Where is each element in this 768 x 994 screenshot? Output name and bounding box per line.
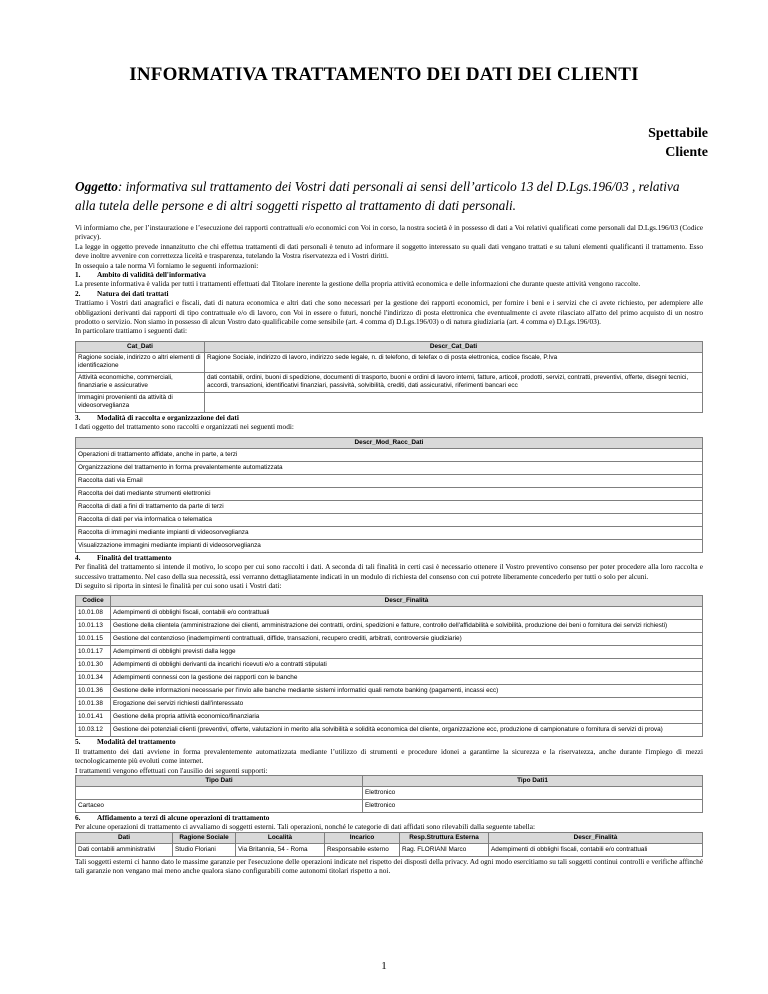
table-row <box>76 461 703 474</box>
table-row <box>76 659 703 672</box>
table-cell: 10.01.38 <box>76 698 111 711</box>
table-cell: 10.01.15 <box>76 633 111 646</box>
table-cell: Erogazione dei servizi richiesti dall'interessato <box>111 698 703 711</box>
section-6-text: Per alcune operazioni di trattamento ci avvaliamo di soggetti esterni. Tali operazioni, nonché le categorie di dati affidati sono rilevabili dalla seguente tabella: <box>75 822 535 832</box>
section-2-text: Trattiamo i Vostri dati anagrafici e fiscali, dati di natura economica e altri dati che sono necessari per la gestione dei rapporti economici, per fornire i beni e i servizi che ci avete richiesto, per adempiere alle obbligazioni derivanti dai rapporti di tipo contrattuale e/o di lavoro, con Voi in essere o futuri, nonché l'indirizzo di posta elettronica che eventualmente ci avete rilasciato all'atto del primo acquisto di un nostro prodotto o servizio. Non siamo in possesso di alcun Vostro dato qualificabile come sensibile (art. 4 comma d) D.Lgs.196/03) o di natura giudiziaria (art. 4 comma e) D.Lgs.196/03). <box>75 298 703 327</box>
table-row <box>76 607 703 620</box>
table-cell: Adempimenti di obblighi fiscali, contabili e/o contrattuali <box>111 607 703 620</box>
section-1-text: La presente informativa è valida per tutti i trattamenti effettuati dal Titolare inerente la gestione della propria attività economica e delle informazioni che durante queste attività vengono raccolte. <box>75 279 641 289</box>
column-header: Incarico <box>325 832 400 843</box>
table-cell: Visualizzazione immagini mediante impianti di videosorveglianza <box>76 539 703 552</box>
section-3-text: I dati oggetto del trattamento sono raccolti e organizzati nei seguenti modi: <box>75 422 294 432</box>
table-cell: Gestione dei potenziali clienti (preventivi, offerte, valutazioni in merito alla solvibilità e solidità economica del cliente, organizzazione ecc, produzione di campionature o fornitura di servizi di prova) <box>111 724 703 737</box>
table-cell: 10.03.12 <box>76 724 111 737</box>
section-4-text: Per finalità del trattamento si intende il motivo, lo scopo per cui sono raccolti i dati. A seconda di tali finalità in certi casi è necessario ottenere il Vostro preventivo consenso per poter procedere alla loro raccolta e successivo trattamento. Nel caso della sua necessità, essi verranno dettagliatamente indicati in un modulo di richiesta del consenso con cui potrete liberamente concederlo per tutti o solo per alcuni. <box>75 562 703 581</box>
table-cell: Ragione sociale, indirizzo o altri elementi di identificazione <box>76 352 205 372</box>
section-number: 1. <box>75 270 81 280</box>
table-row <box>76 799 703 812</box>
table-row <box>76 526 703 539</box>
recipient-line-2: Cliente <box>665 145 708 160</box>
table-row <box>76 352 703 372</box>
table-cell: Raccolta dati via Email <box>76 474 703 487</box>
table-cell: Raccolta di dati per via informatica o telematica <box>76 513 703 526</box>
table-cell: Elettronico <box>363 786 703 799</box>
document-body <box>75 223 703 876</box>
column-header: Località <box>236 832 325 843</box>
section-3-heading <box>75 413 703 422</box>
table-row <box>76 672 703 685</box>
table-cell: Organizzazione del trattamento in forma prevalentemente automatizzata <box>76 461 703 474</box>
column-header: Descr_Mod_Racc_Dati <box>76 437 703 448</box>
section-1-heading <box>75 270 703 279</box>
table-cell: Gestione della propria attività economico/finanziaria <box>111 711 703 724</box>
column-header: Descr_Finalità <box>111 596 703 607</box>
table-cell: 10.01.30 <box>76 659 111 672</box>
section-5-text-2: I trattamenti vengono effettuati con l'ausilio dei seguenti supporti: <box>75 765 268 775</box>
table-header-row <box>76 341 703 352</box>
table-row <box>76 646 703 659</box>
table-row <box>76 786 703 799</box>
subject-text: : informativa sul trattamento dei Vostri dati personali ai sensi dell’articolo 13 del D.Lgs.196/03 , relativa alla tutela delle persone e di altri soggetti rispetto al trattamento di dati personali. <box>75 179 680 213</box>
table-header-row <box>76 775 703 786</box>
table-cell: 10.01.17 <box>76 646 111 659</box>
section-title: Natura dei dati trattati <box>97 288 169 298</box>
section-6-heading <box>75 813 703 822</box>
table-cell: Via Britannia, 54 - Roma <box>236 843 325 856</box>
table-row <box>76 698 703 711</box>
section-number: 3. <box>75 412 81 422</box>
section-5-heading <box>75 737 703 746</box>
table-cell: 10.01.36 <box>76 685 111 698</box>
table-row <box>76 843 703 856</box>
column-header: Ragione Sociale <box>173 832 236 843</box>
table-row <box>76 448 703 461</box>
table-row <box>76 487 703 500</box>
subject <box>75 177 703 215</box>
table-row <box>76 474 703 487</box>
table-cell: Raccolta di immagini mediante impianti di videosorveglianza <box>76 526 703 539</box>
supports-table <box>75 775 703 813</box>
section-title: Ambito di validità dell'informativa <box>97 270 206 280</box>
table-cell: Adempimenti di obblighi fiscali, contabili e/o contrattuali <box>489 843 703 856</box>
section-title: Modalità di raccolta e organizzazione dei dati <box>97 412 239 422</box>
table-cell: Raccolta di dati a fini di trattamento da parte di terzi <box>76 500 703 513</box>
column-header: Tipo Dati <box>76 775 363 786</box>
table-cell: Studio Floriani <box>173 843 236 856</box>
column-header: Resp.Struttura Esterna <box>400 832 489 843</box>
section-number: 6. <box>75 812 81 822</box>
third-parties-table <box>75 832 703 857</box>
section-5-text: Il trattamento dei dati avviene in forma prevalentemente automatizzata mediante l’utilizzo di strumenti e procedure idonei a garantirne la sicurezza e la riservatezza, anche durante l'impiego di mezzi tecnologicamente più evoluti come internet. <box>75 746 703 766</box>
table-cell: 10.01.13 <box>76 620 111 633</box>
table-cell: Adempimenti di obblighi derivanti da incarichi ricevuti e/o a contratti stipulati <box>111 659 703 672</box>
table-cell: Ragione Sociale, indirizzo di lavoro, indirizzo sede legale, n. di telefono, di telefax o di posta elettronica, codice fiscale, P.Iva <box>205 352 703 372</box>
table-cell <box>76 786 363 799</box>
table-cell: 10.01.34 <box>76 672 111 685</box>
table-row <box>76 372 703 392</box>
collection-methods-table <box>75 437 703 553</box>
table-cell: Dati contabili amministrativi <box>76 843 173 856</box>
table-cell: Immagini provenienti da attività di videosorveglianza <box>76 392 205 412</box>
table-row <box>76 539 703 552</box>
table-header-row <box>76 832 703 843</box>
table-cell: Adempimenti di obblighi previsti dalla legge <box>111 646 703 659</box>
section-4-heading <box>75 553 703 562</box>
recipient-line-1: Spettabile <box>648 126 708 141</box>
table-row <box>76 392 703 412</box>
column-header: Descr_Finalità <box>489 832 703 843</box>
intro-paragraph-2: La legge in oggetto prevede innanzitutto che chi effettua trattamenti di dati personali è tenuto ad informare il soggetto interessato su quali dati vengano trattati e su taluni elementi qualificanti il trattamento. Esso deve inoltre avvenire con correttezza liceità e trasparenza, tutelando la Vostra riservatezza ed i Vostri diritti. <box>75 241 703 261</box>
table-cell: Elettronico <box>363 799 703 812</box>
section-number: 2. <box>75 288 81 298</box>
table-row <box>76 500 703 513</box>
table-cell: Gestione delle informazioni necessarie per l'invio alle banche mediante sistemi informatici quali remote banking (pagamenti, incassi ecc) <box>111 685 703 698</box>
table-row <box>76 513 703 526</box>
page-number: 1 <box>381 960 387 972</box>
table-cell: 10.01.08 <box>76 607 111 620</box>
purposes-table <box>75 595 703 737</box>
table-cell: 10.01.41 <box>76 711 111 724</box>
table-row <box>76 620 703 633</box>
column-header: Descr_Cat_Dati <box>205 341 703 352</box>
column-header: Codice <box>76 596 111 607</box>
table-cell: Cartaceo <box>76 799 363 812</box>
column-header: Cat_Dati <box>76 341 205 352</box>
table-cell: Operazioni di trattamento affidate, anche in parte, a terzi <box>76 448 703 461</box>
table-row <box>76 724 703 737</box>
intro-paragraph-1: Vi informiamo che, per l’instaurazione e l’esecuzione dei rapporti contrattuali e/o economici con Voi in corso, la nostra società è in possesso di dati a Voi relativi qualificati come personali dal D.Lgs.196/03 (Codice privacy). <box>75 223 703 242</box>
document-title: INFORMATIVA TRATTAMENTO DEI DATI DEI CLIENTI <box>129 64 639 85</box>
table-cell: Adempimenti connessi con la gestione dei rapporti con le banche <box>111 672 703 685</box>
section-6-text-2: Tali soggetti esterni ci hanno dato le massime garanzie per l'esecuzione delle operazioni indicate nel rispetto dei disposti della privacy. Ad ogni modo esercitiamo su tali soggetti continui controlli e verifiche affinché tali garanzie non vengano mai meno anche qualora siano configurabili come autonomi titolari rispetto a noi. <box>75 856 703 876</box>
section-title: Finalità del trattamento <box>97 552 172 562</box>
table-row <box>76 685 703 698</box>
subject-label: Oggetto <box>75 179 118 194</box>
table-header-row <box>76 596 703 607</box>
section-2-text-2: In particolare trattiamo i seguenti dati: <box>75 326 188 336</box>
table-header-row <box>76 437 703 448</box>
data-categories-table <box>75 341 703 413</box>
table-cell: Rag. FLORIANI Marco <box>400 843 489 856</box>
column-header: Tipo Dati1 <box>363 775 703 786</box>
column-header: Dati <box>76 832 173 843</box>
section-title: Modalità del trattamento <box>97 737 176 747</box>
table-cell: Attività economiche, commerciali, finanziarie e assicurative <box>76 372 205 392</box>
table-cell: Gestione del contenzioso (inadempimenti contrattuali, diffide, transazioni, recupero crediti, arbitrati, controversie giudiziarie) <box>111 633 703 646</box>
table-row <box>76 633 703 646</box>
section-number: 5. <box>75 737 81 747</box>
table-cell: Raccolta dei dati mediante strumenti elettronici <box>76 487 703 500</box>
section-2-heading <box>75 289 703 298</box>
section-4-text-2: Di seguito si riporta in sintesi le finalità per cui sono usati i Vostri dati: <box>75 580 282 590</box>
table-row <box>76 711 703 724</box>
table-cell: dati contabili, ordini, buoni di spedizione, documenti di trasporto, buoni e ordini di lavoro interni, fatture, articoli, prodotti, servizi, contratti, preventivi, offerte, disegni tecnici, accordi, transazioni, identificativi finanziari, passività, solvibilità, crediti, dati assicurativi, riferimenti bancari ecc <box>205 372 703 392</box>
table-cell: Gestione della clientela (amministrazione dei clienti, amministrazione dei contratti, ordini, spedizioni e fatture, controllo dell'affidabilità e solvibilità, produzione dei beni o fornitura dei servizi richiesti) <box>111 620 703 633</box>
section-title: Affidamento a terzi di alcune operazioni di trattamento <box>97 812 270 822</box>
section-number: 4. <box>75 552 81 562</box>
table-cell: Responsabile esterno <box>325 843 400 856</box>
intro-paragraph-3: In ossequio a tale norma Vi forniamo le seguenti informazioni: <box>75 260 259 270</box>
table-cell <box>205 392 703 412</box>
